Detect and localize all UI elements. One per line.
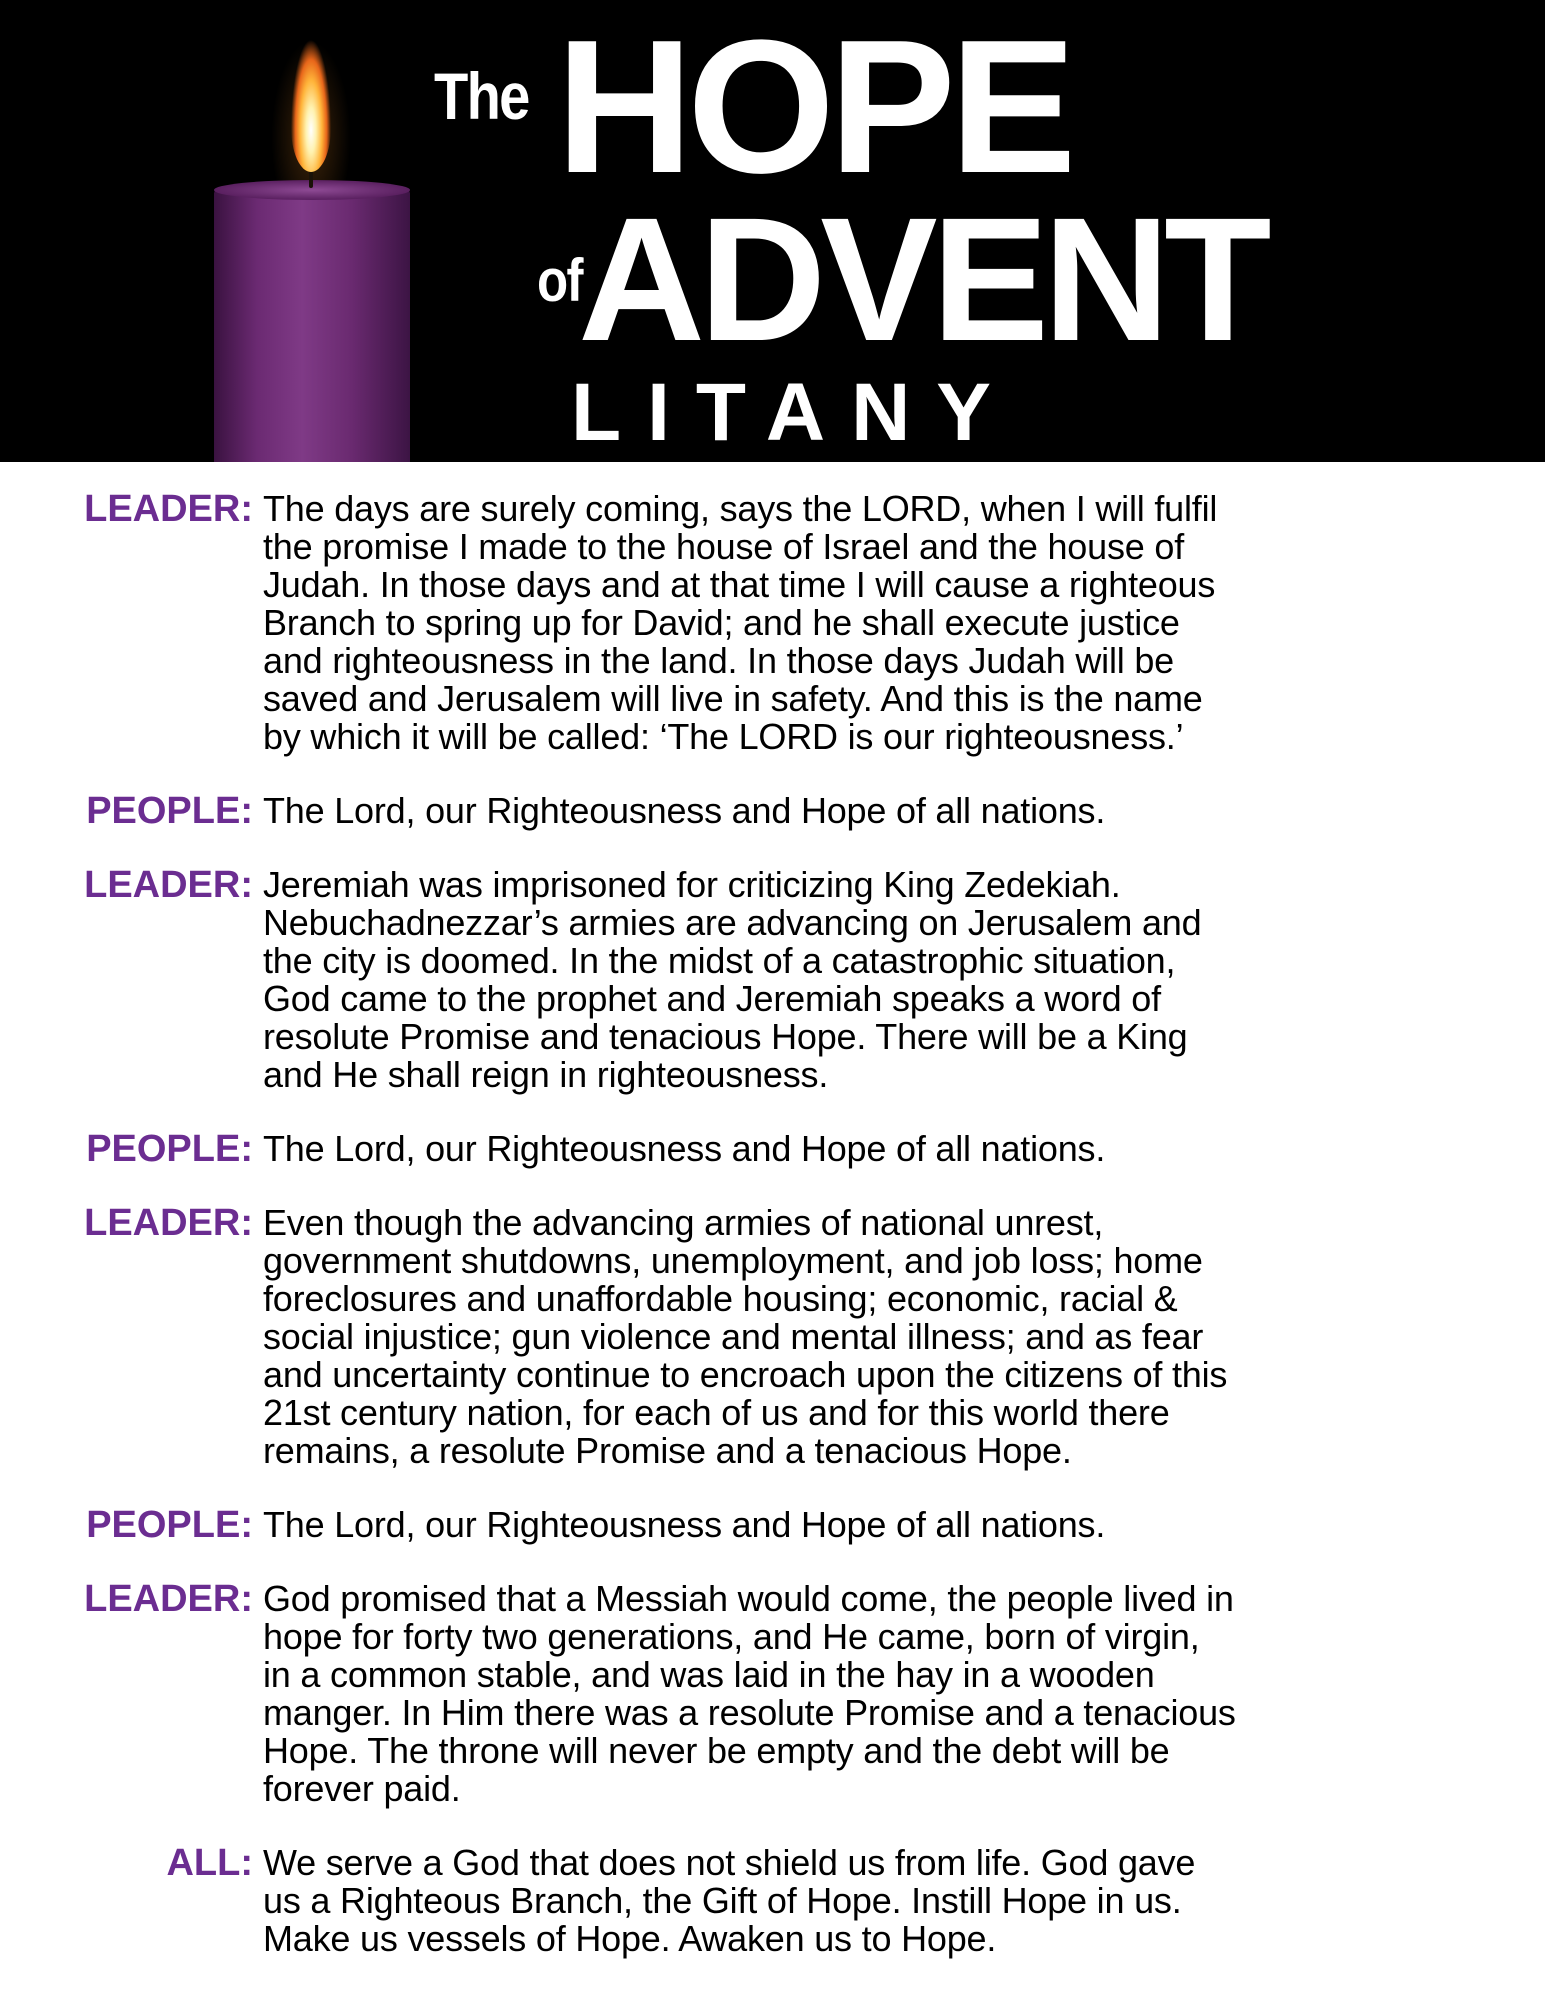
speaker-label: LEADER: (84, 1202, 253, 1244)
litany-entry (0, 1844, 1545, 1958)
speaker-label: PEOPLE: (86, 1504, 253, 1546)
title-litany: LITANY (571, 367, 1018, 458)
litany-text: The Lord, our Righteousness and Hope of all nations. (263, 790, 1106, 831)
candle-body (214, 188, 410, 462)
speaker-label: PEOPLE: (86, 790, 253, 832)
speaker-label: PEOPLE: (86, 1128, 253, 1170)
litany-entry (0, 490, 1545, 756)
litany-body (0, 490, 1545, 1994)
title-of: of (537, 247, 582, 314)
litany-text: God promised that a Messiah would come, the people lived in hope for forty two generations, and He came, born of virgin, in a common stable, and was laid in the hay in a wooden manger. In Him there was a resolute Promise and a tenacious Hope. The throne will never be empty and the debt will be forever paid. (263, 1578, 1236, 1809)
litany-text: The days are surely coming, says the LORD, when I will fulfil the promise I made to the house of Israel and the house of Judah. In those days and at that time I will cause a righteous Branch to spring up for David; and he shall execute justice and righteousness in the land. In those days Judah will be saved and Jerusalem will live in safety. And this is the name by which it will be called: ‘The LORD is our righteousness.’ (263, 488, 1218, 757)
speaker-label: ALL: (166, 1842, 253, 1884)
speaker-label: LEADER: (84, 1578, 253, 1620)
litany-entry (0, 866, 1545, 1094)
litany-entry (0, 1506, 1545, 1544)
litany-entry (0, 1580, 1545, 1808)
litany-text: Jeremiah was imprisoned for criticizing King Zedekiah. Nebuchadnezzar’s armies are advancing on Jerusalem and the city is doomed. In the midst of a catastrophic situation, God came to the prophet and Jeremiah speaks a word of resolute Promise and tenacious Hope. There will be a King and He shall reign in righteousness. (263, 864, 1202, 1095)
litany-entry (0, 792, 1545, 830)
litany-entry (0, 1204, 1545, 1470)
title-banner (0, 0, 1545, 462)
title-advent: ADVENT (578, 182, 1266, 378)
litany-text: The Lord, our Righteousness and Hope of all nations. (263, 1128, 1106, 1169)
litany-text: The Lord, our Righteousness and Hope of all nations. (263, 1504, 1106, 1545)
title-the: The (434, 59, 529, 133)
litany-text: Even though the advancing armies of national unrest, government shutdowns, unemployment, and job loss; home foreclosures and unaffordable housing; economic, racial & social injustice; gun violence and mental illness; and as fear and uncertainty continue to encroach upon the citizens of this 21st century nation, for each of us and for this world there remains, a resolute Promise and a tenacious Hope. (263, 1202, 1228, 1471)
litany-text: We serve a God that does not shield us from life. God gave us a Righteous Branch, the Gift of Hope. Instill Hope in us. Make us vessels of Hope. Awaken us to Hope. (263, 1842, 1196, 1959)
speaker-label: LEADER: (84, 864, 253, 906)
speaker-label: LEADER: (84, 488, 253, 530)
title-hope: HOPE (556, 1, 1071, 213)
litany-entry (0, 1130, 1545, 1168)
